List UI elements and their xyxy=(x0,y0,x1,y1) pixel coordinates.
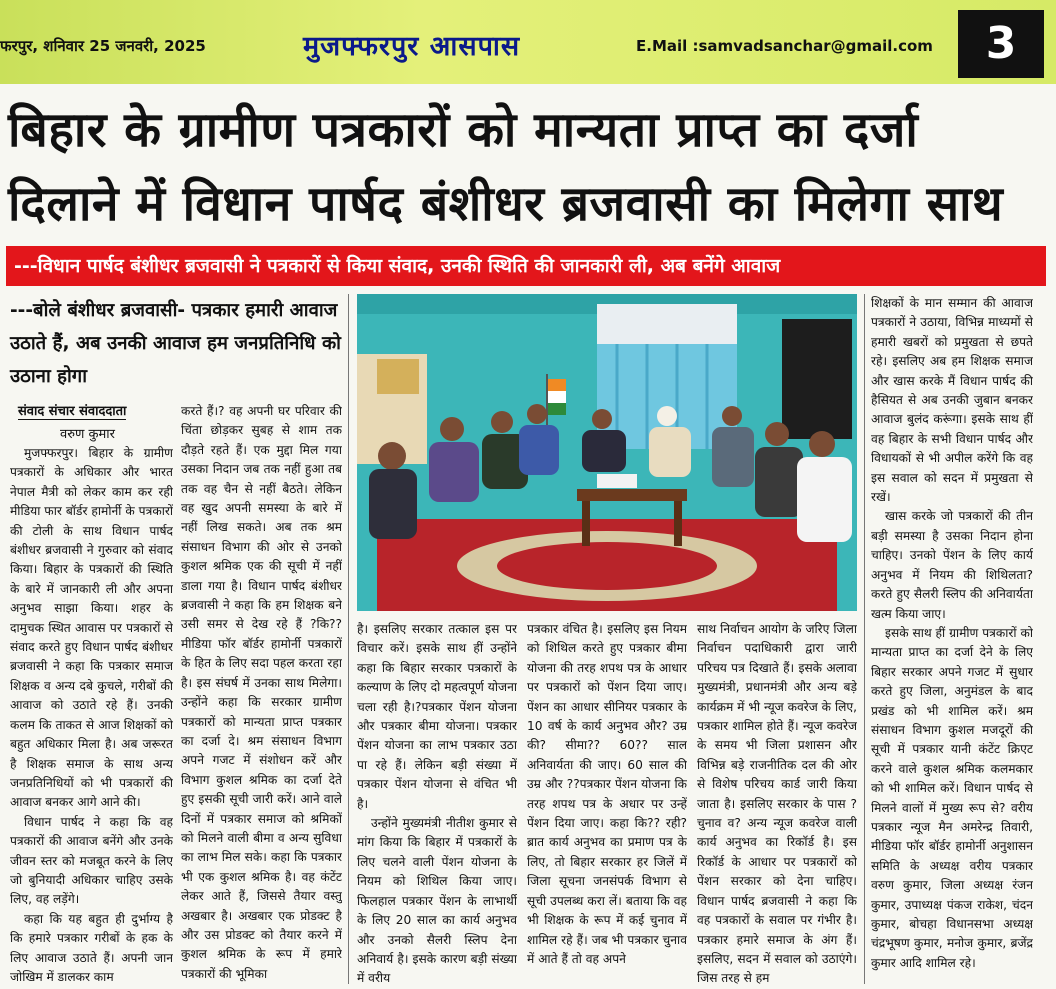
article-column-1 xyxy=(10,444,173,986)
byline-reporter: वरुण कुमार xyxy=(60,427,115,442)
strap-headline: ---विधान पार्षद बंशीधर ब्रजवासी ने पत्रकारों से किया संवाद, उनकी स्थिति की जानकारी ली, अब बनेंगे आवाज xyxy=(6,246,1046,286)
page-number: 3 xyxy=(958,10,1044,78)
column-rule xyxy=(864,294,865,984)
paragraph: उन्होंने मुख्यमंत्री नीतीश कुमार से मांग किया कि बिहार में पत्रकारों के लिए चलने वाली पेंशन योजना के नियम को शिथिल किया जाए। फिलहाल पत्रकार पेंशन के लाभार्थी के लिए 20 साल का कार्य अनुभव और उनको सैलरी स्लिप देना अनिवार्य है। इसके कारण बड़ी संख्या में वरीय xyxy=(357,816,517,986)
paragraph: पत्रकार वंचित है। इसलिए इस नियम को शिथिल करते हुए पत्रकार बीमा योजना की तरह शपथ पत्र के आधार पर पत्रकारों को पेंशन दिया जाए। पेंशन का आधार सीनियर पत्रकार के 10 वर्ष के कार्य अनुभव और? उम्र की? सीमा?? 60?? साल अनिवार्यता की जाए। 60 साल की उम्र और ??पत्रकार पेंशन योजना कि तरह शपथ पत्र के अधार पर उन्हें पेंशन दिया जाए। कहा कि?? रही? ब्रात कार्य अनुभव का प्रमाण पत्र के लिए, तो बिहार सरकार हर जिलें में जिला सूचना जनसंपर्क विभाग से सूची उपलब्ध करा लें। बताया कि वह भी शिक्षक के रूप में कई चुनाव में शामिल रहे हैं। जब भी पत्रकार चुनाव में आते हैं तो वह अपने xyxy=(527,622,687,966)
paragraph: खास करके जो पत्रकारों की तीन बड़ी समस्या है उसका निदान होना चाहिए। उनको पेंशन के लिए कार्य अनुभव में नियम की शिथिलता? करते हुए सैलरी स्लिप की अनिवार्यता खत्म किया जाए। xyxy=(871,509,1033,621)
article-column-6 xyxy=(871,294,1033,986)
article-column-3 xyxy=(357,620,517,986)
paragraph: है। इसलिए सरकार तत्काल इस पर विचार करें। इसके साथ हीं उन्होंने कहा कि बिहार सरकार पत्रकारों के कल्याण के लिए दो महत्वपूर्ण योजना चला रही है।?पत्रकार पेंशन योजना और पत्रकार बीमा योजना। पत्रकार पेंशन योजना का लाभ पत्रकार उठा पा रहे हैं। लेकिन बड़ी संख्या में पत्रकार पेंशन योजना से वंचित भी है। xyxy=(357,622,517,811)
paragraph: इसके साथ हीं ग्रामीण पत्रकारों को मान्यता प्राप्त का दर्जा देने के लिए बिहार सरकार अपने गजट में सुधार करते हुए जिला, अनुमंडल के बाद प्रखंड को भी शामिल करें। श्रम संसाधन विभाग कुशल मजदूरों की सूची में पत्रकार यानी कंटेंट क्रिएट करने वाले कुशल श्रमिक कलमकार को भी शामिल करें। विधान पार्षद से मिलने वालों में मुख्य रूप से? वरीय पत्रकार न्यूज मैन अमरेन्द्र तिवारी, मीडिया फॉर बॉर्डर हामोर्नी अनुशासन समिति के अध्यक्ष वरीय पत्रकार वरुण कुमार, जिला अध्यक्ष रंजन कुमार, उपाध्यक्ष पंकज राकेश, चंदन कुमार, बोचहा विधानसभा अध्यक्ष चंद्रभूषण कुमार, मनोज कुमार, ब्रजेंद्र कुमार आदि शामिल रहे। xyxy=(871,625,1033,970)
masthead xyxy=(0,0,1056,84)
byline-agency: संवाद संचार संवाददाता xyxy=(18,401,126,420)
dateline: फरपुर, शनिवार 25 जनवरी, 2025 xyxy=(0,37,206,55)
paragraph: शिक्षकों के मान सम्मान की आवाज पत्रकारों ने उठाया, विभिन्न माध्यमों से हमारी खबरों को प्रमुखता से छपते रहे। इसलिए अब हम शिक्षक समाज और खास करके मैं विधान पार्षद की हैसियत से अब उनकी जुबान बनकर आवाज बुलंद करूंगा। इसके साथ हीं वह बिहार के सभी विधान पार्षद और विधायकों से भी अपील करेंगे कि वह इस सवाल को सदन में प्रमुखता से रखें। xyxy=(871,296,1033,505)
article-column-2 xyxy=(181,402,342,986)
headline-line-2: दिलाने में विधान पार्षद बंशीधर ब्रजवासी का मिलेगा साथ xyxy=(8,176,1004,232)
paragraph: साथ निर्वाचन आयोग के जरिए जिला निर्वाचन पदाधिकारी द्वारा जारी परिचय पत्र दिखाते हैं। इसके अलावा मुख्यमंत्री, प्रधानमंत्री और अन्य बड़े कार्यक्रम में भी न्यूज कवरेज के लिए, पत्रकार शामिल होते हैं। न्यूज कवरेज के समय भी जिला प्रशासन और विभिन्न बड़े राजनीतिक दल की ओर से विशेष परिचय कार्ड जारी किया जाता है। इसलिए सरकार के पास ?चुनाव व? अन्य न्यूज कवरेज वाली कार्य अनुभव का रिकॉर्ड है। इस रिकॉर्ड के आधार पर पत्रकारों को पेंशन सरकार को देना चाहिए। विधान पार्षद ब्रजवासी ने कहा कि वह पत्रकारों के सवाल पर गंभीर है। पत्रकार हमारे समाज के अंग हैं। इसलिए, सदन में सवाल को उठाएंगे। जिस तरह से हम xyxy=(697,622,857,986)
headline-line-1: बिहार के ग्रामीण पत्रकारों को मान्यता प्राप्त का दर्जा xyxy=(8,102,919,158)
column-rule xyxy=(348,294,349,984)
article-column-4 xyxy=(527,620,687,986)
paragraph: मुजफ्फरपुर। बिहार के ग्रामीण पत्रकारों के अधिकार और भारत नेपाल मैत्री को लेकर काम कर रही मीडिया फार बॉर्डर हामोर्नी के पत्रकारों की टोली के साथ विधान पार्षद बंशीधर ब्रजवासी ने गुरुवार को संवाद किया। बिहार के पत्रकारों की स्थिति के बारे में जानकारी ली और अपना अनुभव साझा किया। शहर के दामुचक स्थित आवास पर पत्रकारों से संवाद करते हुए विधान पार्षद बंशीधर ब्रजवासी ने कहा कि पत्रकार समाज शिक्षक व अन्य दबे कुचले, गरीबों की आवाज को उठाते रहे हैं। उनकी कलम कि ताकत से आज शिक्षकों को बहुत अधिकार मिला है। अब जरूरत है शिक्षक समाज के साथ अन्य जनप्रतिनिधियों को भी पत्रकारों की आवाज बनकर आगे आने की। xyxy=(10,446,173,810)
paragraph: कहा कि यह बहुत ही दुर्भाग्य है कि हमारे पत्रकार गरीबों के हक के लिए आवाज उठाते हैं। अपनी जान जोखिम में डालकर काम xyxy=(10,911,173,984)
contact-email: E.Mail :samvadsanchar@gmail.com xyxy=(636,37,933,55)
meeting-photo xyxy=(357,294,857,611)
paragraph: विधान पार्षद ने कहा कि वह पत्रकारों की आवाज बनेंगे और उनके जीवन स्तर को मजबूत करने के लिए जो बुनियादी अधिकार चाहिए उसके लिए, वह लड़ेंगे। xyxy=(10,814,173,907)
article-column-5 xyxy=(697,620,857,986)
meeting-photo-illustration xyxy=(357,294,857,611)
paragraph: करते हैं।? वह अपनी घर परिवार की चिंता छोड़कर सुबह से शाम तक दौड़ते रहते हैं। एक मुद्दा मिल गया उसका निदान जब तक नहीं हुआ तब तक वह चैन से नहीं बैठते। लेकिन वह खुद अपनी समस्या के बारे में नहीं लिख सकते। अब तक श्रम संसाधन विभाग की ओर से उनको कुशल श्रमिक एक की सूची में नहीं डाला गया है। विधान पार्षद बंशीधर ब्रजवासी ने कहा कि हम शिक्षक बने उसी समर से देख रहे हैं ?कि?? मीडिया फॉर बॉर्डर हामोर्नी पत्रकारों के हित के लिए सदा पहल करता रहा है। इस संघर्ष में उनका साथ मिलेगा। उन्होंने कहा कि सरकार ग्रामीण पत्रकारों को मान्यता प्राप्त पत्रकार का दर्जा दे। श्रम संसाधन विभाग अपने गजट में संशोधन करें और विभाग कुशल श्रमिक का दर्जा देते हुए इसकी सूची जारी करें। आने वाले दिनों में पत्रकार समाज को श्रमिकों को मिलने वाली बीमा व अन्य सुविधा का लाभ मिल सके। कहा कि पत्रकार भी एक कुशल श्रमिक है। वह कंटेंट लेकर आते हैं, जिससे तैयार वस्तु अखबार है। अखबार एक प्रोडक्ट है और उस प्रोडक्ट को तैयार करने में कुशल श्रमिक के रूप में हमारे पत्रकारों की भूमिका xyxy=(181,404,342,981)
subheadline: ---बोले बंशीधर ब्रजवासी- पत्रकार हमारी आवाज उठाते हैं, अब उनकी आवाज हम जनप्रतिनिधि को उठाना होगा xyxy=(10,300,341,387)
section-title: मुजफ्फरपुर आसपास xyxy=(303,31,521,62)
